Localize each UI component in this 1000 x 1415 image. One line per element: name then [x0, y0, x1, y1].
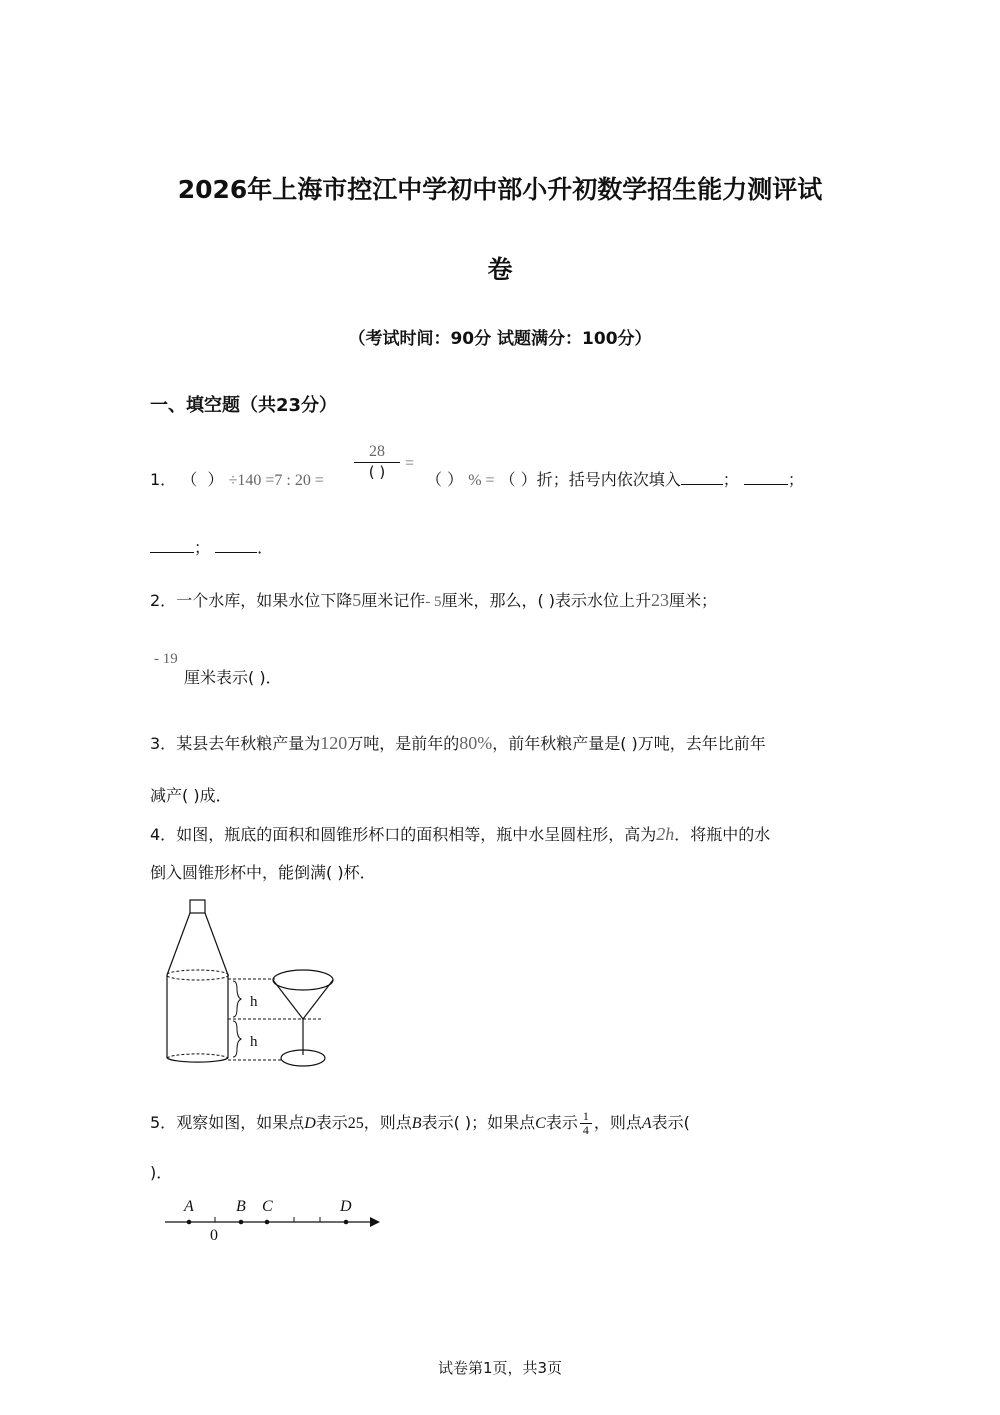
- height-label: h: [250, 1034, 258, 1050]
- question-4-line1: 4．如图，瓶底的面积和圆锥形杯口的面积相等，瓶中水呈圆柱形，高为2h．将瓶中的水: [150, 824, 771, 844]
- answer-blank[interactable]: [681, 470, 723, 485]
- label-c: C: [262, 1198, 273, 1215]
- question-3-line1: 3．某县去年秋粮产量为120万吨，是前年的80%，前年秋粮产量是( )万吨，去年比前年: [150, 733, 766, 753]
- question-1-line1: 1． （ ） ÷140 =7 : 20 =: [150, 470, 324, 489]
- page-title: 2026年上海市控江中学初中部小升初数学招生能力测评试: [177, 175, 823, 204]
- height-label: h: [250, 994, 258, 1010]
- answer-blank[interactable]: [744, 470, 788, 485]
- number-line-figure: [160, 1195, 390, 1245]
- question-1-line2: ； ．: [150, 538, 273, 558]
- label-a: A: [184, 1198, 194, 1215]
- point-b: [239, 1220, 244, 1225]
- label-zero: 0: [210, 1227, 218, 1244]
- point-a: [187, 1220, 192, 1225]
- question-2-line1: 2．一个水库，如果水位下降5厘米记作- 5厘米，那么，( )表示水位上升23厘米；: [150, 590, 718, 610]
- page-title-line2: 卷: [487, 255, 513, 284]
- question-5-line1: 5．观察如图，如果点D表示25，则点B表示( )；如果点C表示 $\frac{1}{4}$ ，则点A表示(: [150, 1109, 690, 1137]
- point-d: [344, 1220, 349, 1225]
- page-footer: 试卷第1页，共3页: [437, 1359, 563, 1377]
- question-1-line1-tail: （ ） % = （ ）折；括号内依次填入 ； ；: [426, 470, 804, 489]
- question-3-line2: 减产( )成．: [150, 786, 232, 805]
- bottle-and-cone-figure: [155, 895, 345, 1075]
- answer-blank[interactable]: [215, 538, 257, 553]
- question-5-line2: )．: [150, 1163, 173, 1182]
- question-4-line2: 倒入圆锥形杯中，能倒满( )杯．: [150, 863, 376, 882]
- answer-blank[interactable]: [150, 538, 194, 553]
- section-heading: 一、填空题（共23分）: [150, 395, 338, 416]
- label-d: D: [340, 1198, 352, 1215]
- exam-info: （考试时间：90分 试题满分：100分）: [348, 329, 652, 349]
- math-expression: ÷140 =7 : 20 =: [228, 472, 324, 489]
- question-number: 1．: [150, 470, 177, 489]
- point-c: [265, 1220, 270, 1225]
- fraction: 28 ( ): [352, 443, 402, 481]
- label-b: B: [236, 1198, 246, 1215]
- fraction: $\frac{1}{4}$: [580, 1110, 592, 1137]
